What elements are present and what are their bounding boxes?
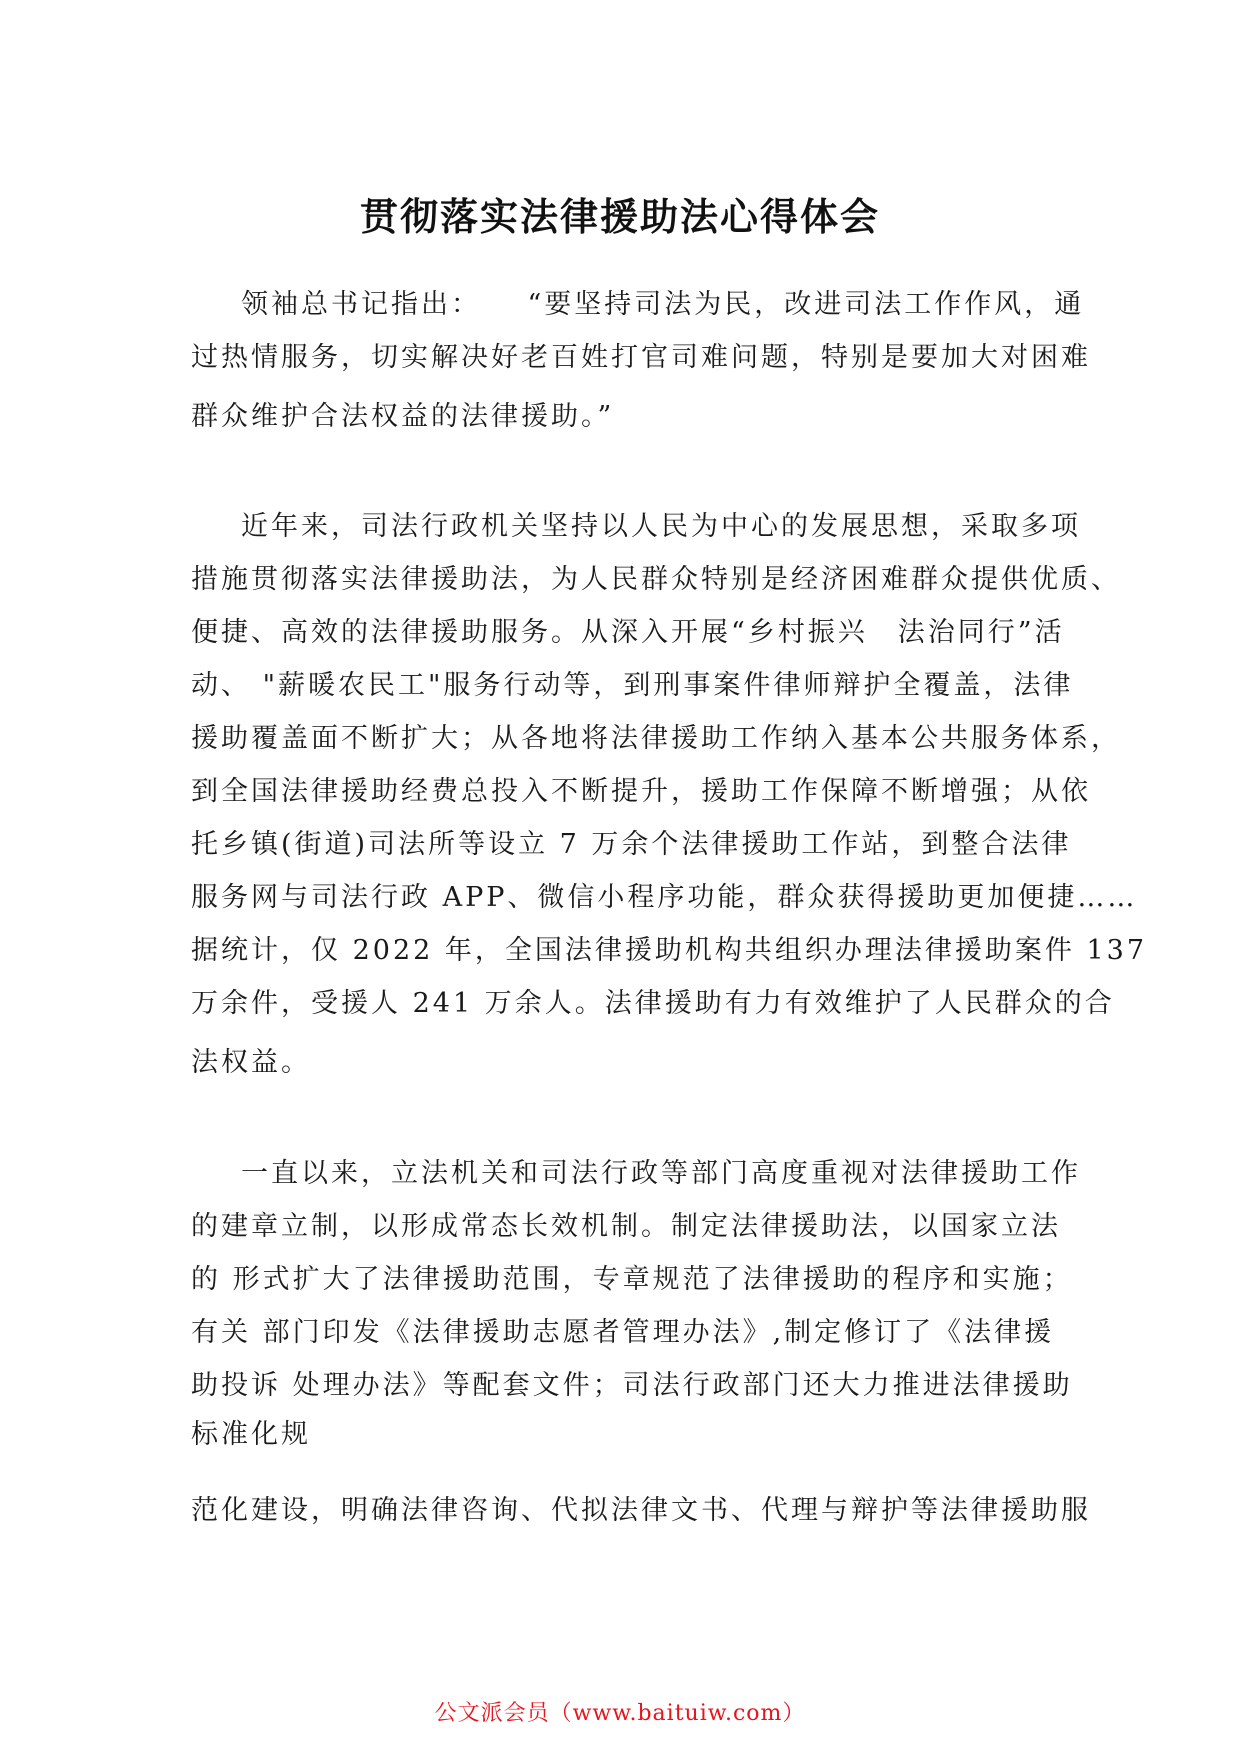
- paragraph-3-line: 的 形式扩大了法律援助范围，专章规范了法律援助的程序和实施；: [191, 1264, 1073, 1295]
- paragraph-2-line: 万余件，受援人 241 万余人。法律援助有力有效维护了人民群众的合: [191, 988, 1115, 1019]
- footer-link[interactable]: 公文派会员（www.baituiw.com）: [434, 1701, 806, 1726]
- paragraph-2-line: 法权益。: [191, 1047, 311, 1078]
- paragraph-2-line: 援助覆盖面不断扩大；从各地将法律援助工作纳入基本公共服务体系，: [191, 723, 1121, 754]
- paragraph-1-line: 群众维护合法权益的法律援助。”: [191, 401, 615, 432]
- paragraph-3-line: 一直以来，立法机关和司法行政等部门高度重视对法律援助工作: [241, 1158, 1081, 1189]
- paragraph-2-line: 措施贯彻落实法律援助法，为人民群众特别是经济困难群众提供优质、: [191, 564, 1121, 595]
- document-title: 贯彻落实法律援助法心得体会: [359, 194, 880, 239]
- paragraph-2-line: 动、 "薪暖农民工"服务行动等，到刑事案件律师辩护全覆盖，法律: [191, 670, 1074, 701]
- paragraph-2-line: 到全国法律援助经费总投入不断提升，援助工作保障不断增强；从依: [191, 776, 1091, 807]
- paragraph-3-line: 的建章立制，以形成常态长效机制。制定法律援助法，以国家立法: [191, 1211, 1061, 1242]
- paragraph-1-line: 过热情服务，切实解决好老百姓打官司难问题，特别是要加大对困难: [191, 342, 1091, 373]
- paragraph-3-line: 有关 部门印发《法律援助志愿者管理办法》,制定修订了《法律援: [191, 1317, 1055, 1348]
- paragraph-2-line: 据统计，仅 2022 年，全国法律援助机构共组织办理法律援助案件 137: [191, 935, 1147, 966]
- paragraph-2-line: 托乡镇(街道)司法所等设立 7 万余个法律援助工作站，到整合法律: [191, 829, 1072, 860]
- paragraph-1-line: 领袖总书记指出： “要坚持司法为民，改进司法工作作风，通: [241, 289, 1085, 320]
- paragraph-2-line: 便捷、高效的法律援助服务。从深入开展“乡村振兴 法治同行”活: [191, 617, 1065, 648]
- paragraph-2-line: 服务网与司法行政 APP、微信小程序功能，群众获得援助更加便捷……: [191, 882, 1138, 913]
- paragraph-3-line: 助投诉 处理办法》等配套文件；司法行政部门还大力推进法律援助: [191, 1370, 1073, 1401]
- paragraph-3-line: 标准化规: [191, 1419, 311, 1450]
- paragraph-3-line: 范化建设，明确法律咨询、代拟法律文书、代理与辩护等法律援助服: [191, 1495, 1091, 1526]
- paragraph-2-line: 近年来，司法行政机关坚持以人民为中心的发展思想，采取多项: [241, 511, 1081, 542]
